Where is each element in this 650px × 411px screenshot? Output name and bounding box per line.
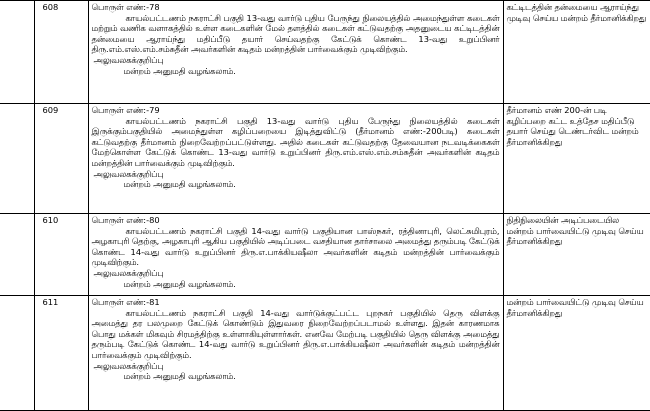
resolution-number: 611 [34, 296, 88, 411]
office-note-label: அலுவலகக்குறிப்பு [93, 360, 164, 371]
row-margin-cell [0, 104, 34, 214]
table-row [0, 214, 650, 296]
resolution-number: 609 [34, 104, 88, 214]
subject-number: பொருள் எண்:-80 [91, 215, 160, 225]
subject-body: காயல்பட்டணம் நகராட்சி பகுதி 13-வது வார்டு புதிய பேருந்து நிலையத்தில் அமைந்துள்ள கடைகள் மற்றும் வணிக வளாகத்தில் உள்ள கடைகளின் மேல் தளத்தில் கடைகள் கட்டுவதற்கு அதனுடைய கட்டிடத்தின் தன்மையை ஆராய்ந்து மதிப்பீடு தயார் செய்வதற்கு கேட்டுக் கொண்ட 13-வது உறுப்பினர் திரு.எம்.எஸ்.எம்.சம்சுதீன் அவர்களின் கடிதம் மன்றத்தின் பார்வைக்கும் முடிவிற்கும். [91, 12, 500, 55]
office-recommendation: மன்றம் அனுமதி வழங்கலாம். [123, 179, 236, 190]
office-recommendation: மன்றம் அனுமதி வழங்கலாம். [123, 371, 236, 382]
resolution-content [88, 214, 503, 296]
office-recommendation: மன்றம் அனுமதி வழங்கலாம். [123, 65, 236, 76]
subject-number: பொருள் எண்:-78 [91, 2, 160, 12]
office-note-label: அலுவலகக்குறிப்பு [93, 267, 164, 278]
council-decision: தீர்மானம் எண் 200-ன் படி கழிப்பறை கட்ட உத்தேச மதிப்பீடு தயார் செய்து டெண்டர்விட மன்றம் தீர்மானிக்கிறது [503, 104, 650, 214]
row-margin-cell [0, 214, 34, 296]
table-row [0, 296, 650, 411]
council-decision: கட்டிடத்தின் தன்மையை ஆராய்ந்து முடிவு செய்ய மன்றம் தீர்மானிக்கிறது [503, 1, 650, 104]
resolution-content [88, 296, 503, 411]
table-row [0, 104, 650, 214]
office-recommendation: மன்றம் அனுமதி வழங்கலாம். [123, 278, 236, 289]
subject-number: பொருள் எண்:-81 [91, 297, 160, 307]
office-note-label: அலுவலகக்குறிப்பு [93, 54, 164, 65]
resolution-number: 608 [34, 1, 88, 104]
subject-body: காயல்பட்டணம் நகராட்சி பகுதி 14-வது வார்டுக்குட்பட்ட புறநகர் பகுதியில் தெரு விளக்கு அமைத்து தர பலமுறை கேட்டுக் கொண்டும் இதுவரை நிறைவேற்றப்படாமல் உள்ளது. இதன் காரணமாக பொது மக்கள் மிகவும் சிரமத்திற்கு உள்ளாகியுள்ளார்கள். எனவே மேற்படி பகுதியில் தெரு விளக்கு அமைத்து தரும்படி கேட்டுக் கொண்ட 14-வது வார்டு உறுப்பினர் திரு.எ.பாக்கியஷீலா அவர்களின் கடிதம் மன்றத்தின் பார்வைக்கும் முடிவிற்கும். [91, 307, 500, 360]
office-note-label: அலுவலகக்குறிப்பு [93, 168, 164, 179]
subject-body: காயல்பட்டணம் நகராட்சி பகுதி 14-வது வார்டு பகுதியான பாஸ்நகர், ரத்தினாபுரி, லெட்சுமிபுரம், அழகாபுரி தெற்கு, அழகாபுரி ஆகிய பகுதியில் அடிப்படை வசதியான தார்சாலை அமைத்து தரும்படி கேட்டுக் கொண்ட 14-வது வார்டு உறுப்பினர் திரு.எ.பாக்கியஷீலா அவர்களின் கடிதம் மன்றத்தின் பார்வைக்கும் முடிவிற்கும். [91, 225, 500, 268]
row-margin-cell [0, 296, 34, 411]
subject-body: காயல்பட்டணம் நகராட்சி பகுதி 13-வது வார்டு புதிய பேருந்து நிலையத்தில் கடைகள் இருக்கும்பகுதியில் அமைந்துள்ள கழிப்பறையை இடித்துவிட்டு (தீர்மானம் எண்:-200படி) கடைகள் கட்டுவதற்கு தீர்மானம் நிறைவேற்றப்பட்டுள்ளது. அதில் கடைகள் கட்டுவதற்கு தேவையான நடவடிக்கைகள் மேற்கொள்ள கேட்டுக் கொண்ட 13-வது வார்டு உறுப்பினர் திரு.எம்.எஸ்.எம்.சம்சுதீன் அவர்களின் கடிதம் மன்றத்தின் பார்வைக்கும் முடிவிற்கும். [91, 115, 500, 168]
resolution-content [88, 104, 503, 214]
council-decision: மன்றம் பார்வையிட்டு முடிவு செய்ய தீர்மானிக்கிறது [503, 296, 650, 411]
subject-number: பொருள் எண்:-79 [91, 105, 160, 115]
council-decision: நிதிநிலையின் அடிப்படையில மன்றம் பார்வையிட்டு முடிவு செய்ய தீர்மானிக்கிறது [503, 214, 650, 296]
resolution-content [88, 1, 503, 104]
row-margin-cell [0, 1, 34, 104]
resolution-number: 610 [34, 214, 88, 296]
table-row [0, 1, 650, 104]
